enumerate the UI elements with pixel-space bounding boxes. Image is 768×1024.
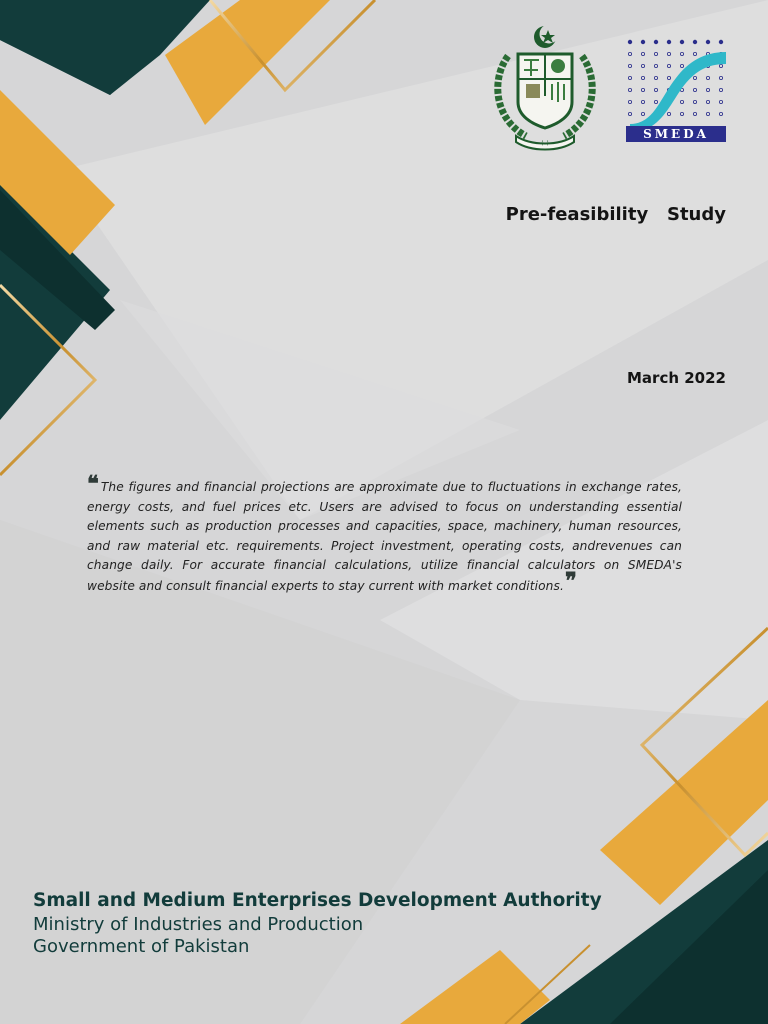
ministry-name: Ministry of Industries and Production	[33, 914, 364, 935]
logo-dot	[719, 100, 722, 103]
logo-dot	[667, 52, 670, 55]
logo-dot	[719, 76, 722, 79]
logo-dot	[654, 88, 657, 91]
logo-dot	[641, 40, 645, 44]
logo-dot	[706, 112, 709, 115]
logo-dot	[667, 40, 671, 44]
logo-dot	[719, 88, 722, 91]
smeda-logo-icon	[624, 38, 728, 144]
open-quote-icon: ❝	[87, 471, 97, 497]
logo-dot	[641, 52, 644, 55]
logo-dot	[641, 112, 644, 115]
logo-dot	[641, 88, 644, 91]
logo-dot	[628, 40, 632, 44]
logo-dot	[680, 100, 683, 103]
logo-dot	[667, 76, 670, 79]
pakistan-state-emblem-icon	[486, 24, 604, 152]
disclaimer-text	[87, 471, 682, 596]
logo-dot	[719, 64, 722, 67]
organization-name: Small and Medium Enterprises Development Authority	[33, 890, 602, 911]
document-title: Pre-feasibility Study	[505, 204, 726, 225]
logo-dot	[719, 40, 723, 44]
logo-dot	[654, 52, 657, 55]
logo-dot	[719, 112, 722, 115]
logo-dot	[667, 112, 670, 115]
logo-dot	[680, 112, 683, 115]
logo-dot	[628, 88, 631, 91]
logo-dot	[680, 52, 683, 55]
logo-dot	[667, 64, 670, 67]
logo-dot	[706, 40, 710, 44]
smeda-logo	[624, 38, 728, 144]
logo-dot	[706, 88, 709, 91]
logo-dot	[654, 40, 658, 44]
logo-dot	[693, 52, 696, 55]
logo-dot	[628, 76, 631, 79]
logo-dot	[693, 76, 696, 79]
logo-dot	[628, 52, 631, 55]
logo-dot	[680, 64, 683, 67]
document-date: March 2022	[627, 369, 726, 387]
logo-dot	[654, 76, 657, 79]
logo-dot	[693, 112, 696, 115]
logo-dot	[641, 76, 644, 79]
close-quote-icon: ❞	[564, 567, 575, 594]
logo-dot	[680, 40, 684, 44]
logo-dot	[641, 64, 644, 67]
logo-dot	[706, 76, 709, 79]
logo-dot	[628, 112, 631, 115]
logo-dot	[693, 40, 697, 44]
disclaimer-body: The figures and financial projections are approximate due to fluctuations in exchange rates, energy costs, and fuel prices etc. Users are advised to focus on understanding essential elements such as production processes and capacities, space, machinery, human resources, and raw material etc. requirements. Project investment, operating costs, andrevenues can change daily. For accurate financial calculations, utilize financial calculators on SMEDA's website and consult financial experts to stay current with market conditions.	[87, 480, 682, 593]
logo-dot	[654, 100, 657, 103]
logo-dot	[654, 64, 657, 67]
government-name: Government of Pakistan	[33, 936, 250, 957]
logo-dot	[693, 88, 696, 91]
svg-text:SMEDA: SMEDA	[643, 127, 709, 141]
logo-dot	[628, 100, 631, 103]
svg-text:﴾ ﴿: ﴾ ﴿	[540, 140, 550, 147]
logo-dot	[641, 100, 644, 103]
logo-dot	[693, 100, 696, 103]
logo-dot	[628, 64, 631, 67]
logo-dot	[706, 100, 709, 103]
